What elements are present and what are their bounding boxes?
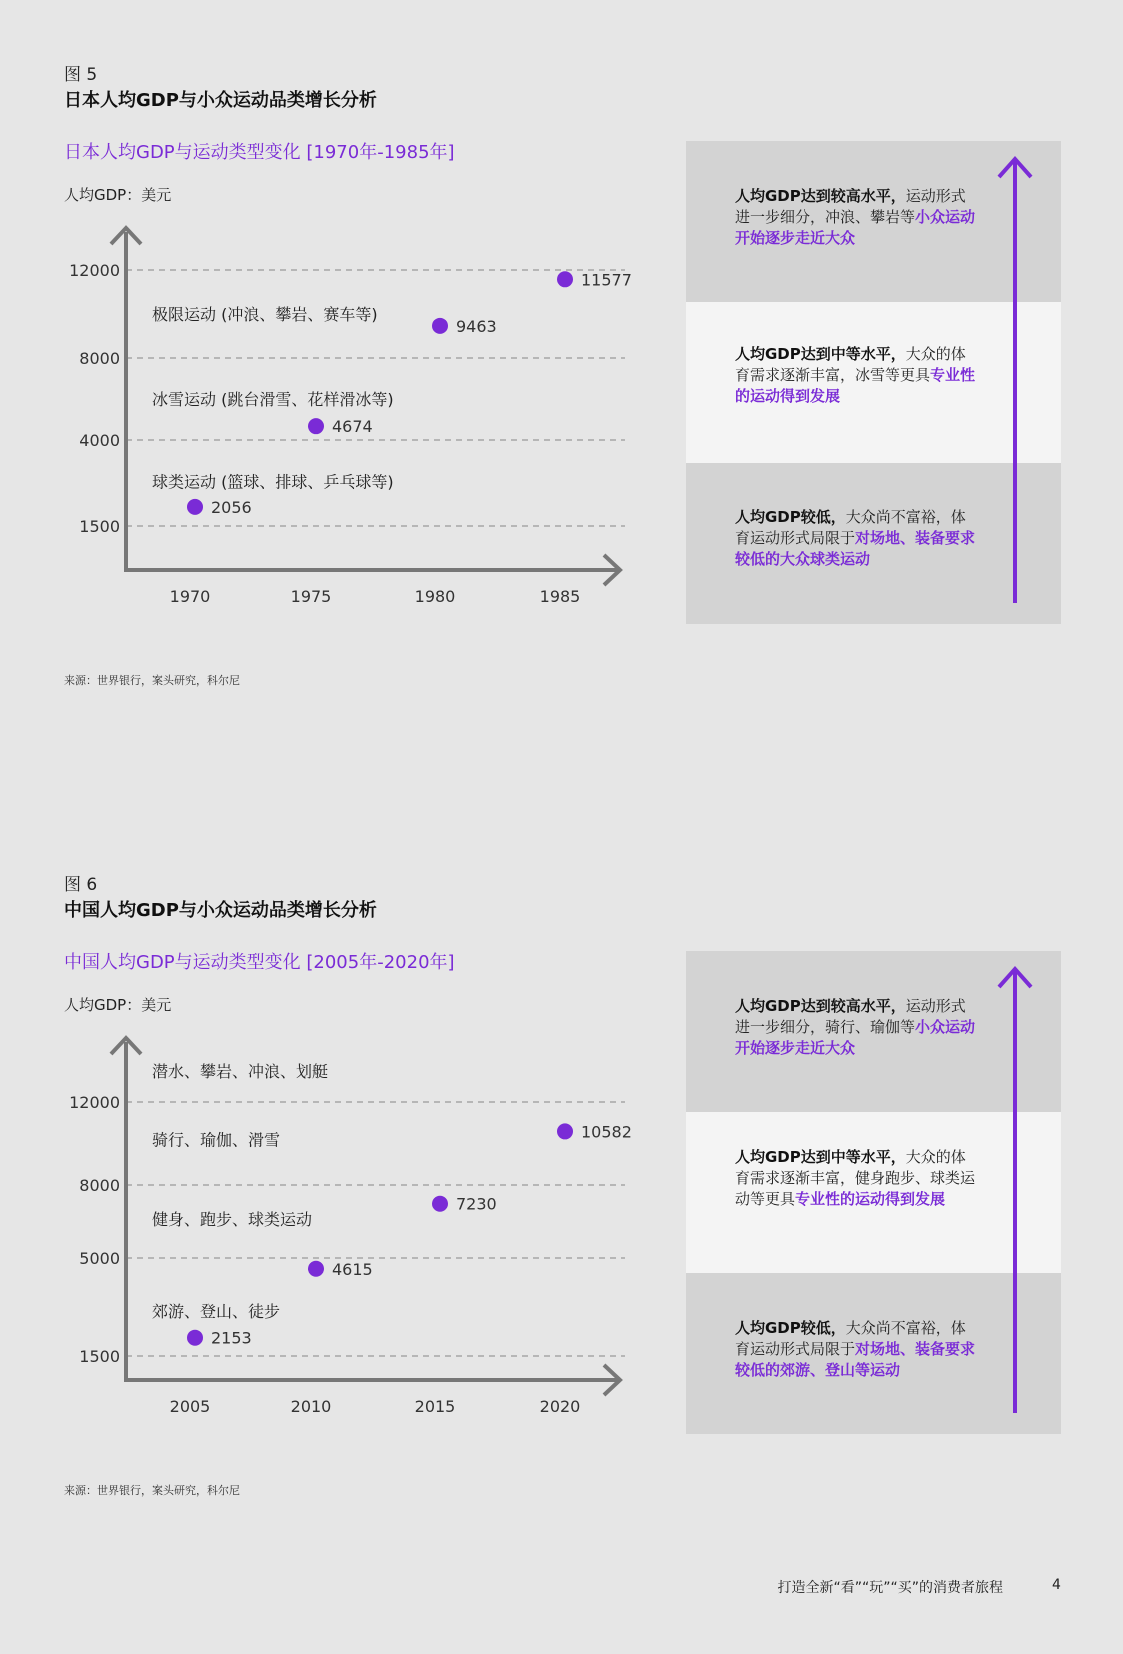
data-label: 7230 (456, 1194, 497, 1214)
stage-highlight: 专业性的运动得到发展 (795, 1190, 946, 1208)
stage-highlight: 小众运动开始逐步走近大众 (735, 208, 976, 247)
data-label: 4674 (332, 417, 373, 437)
y-tick-label: 12000 (69, 261, 120, 280)
category-annotation: 冰雪运动 (跳台滑雪、花样滑冰等) (152, 390, 394, 409)
x-tick-label: 1985 (539, 587, 581, 606)
category-annotation: 极限运动 (冲浪、攀岩、赛车等) (152, 305, 378, 324)
data-point (187, 1330, 203, 1346)
growth-arrow (686, 951, 1061, 1434)
stage-highlight: 对场地、装备要求较低的大众球类运动 (735, 529, 976, 568)
data-label: 4615 (332, 1259, 373, 1279)
data-point (308, 1261, 324, 1277)
data-point (432, 318, 448, 334)
figure-title: 日本人均GDP与小众运动品类增长分析 (64, 90, 377, 111)
scatter-chart (0, 210, 640, 620)
explanation-panel (686, 951, 1061, 1434)
x-tick-label: 1975 (290, 587, 332, 606)
category-annotation: 潜水、攀岩、冲浪、划艇 (152, 1061, 329, 1081)
stage-text: 大众尚不富裕，体育运动形式局限于 (735, 1319, 966, 1358)
stage-highlight: 对场地、装备要求较低的郊游、登山等运动 (735, 1340, 976, 1379)
figure-label: 图 6 (64, 875, 98, 895)
page-number: 4 (1052, 1577, 1061, 1593)
data-label: 2056 (211, 497, 252, 517)
stage-heading: 人均GDP较低， (735, 1319, 846, 1337)
x-tick-label: 2020 (539, 1397, 581, 1416)
data-label: 2153 (211, 1328, 252, 1348)
stage-highlight: 小众运动开始逐步走近大众 (735, 1018, 976, 1057)
stage-highlight: 专业性的运动得到发展 (735, 366, 976, 405)
stage-text: 大众尚不富裕，体育运动形式局限于 (735, 508, 966, 547)
data-point (557, 1123, 573, 1139)
figure-label: 图 5 (64, 65, 98, 85)
data-point (432, 1196, 448, 1212)
stage-text: 运动形式进一步细分，骑行、瑜伽等 (735, 997, 966, 1036)
stage-heading: 人均GDP达到较高水平， (735, 997, 906, 1015)
category-annotation: 郊游、登山、徒步 (152, 1302, 281, 1322)
stage-heading: 人均GDP达到中等水平， (735, 345, 906, 363)
data-label: 9463 (456, 316, 497, 336)
data-point (557, 271, 573, 287)
x-tick-label: 2010 (290, 1397, 332, 1416)
y-tick-label: 8000 (79, 349, 120, 368)
chart-title: 日本人均GDP与运动类型变化 [1970年-1985年] (64, 142, 455, 163)
category-annotation: 球类运动 (篮球、排球、乒乓球等) (152, 472, 394, 492)
category-annotation: 健身、跑步、球类运动 (152, 1210, 313, 1230)
stage-heading: 人均GDP达到较高水平， (735, 187, 906, 205)
y-tick-label: 5000 (79, 1249, 120, 1268)
stage-heading: 人均GDP达到中等水平， (735, 1148, 906, 1166)
data-point (308, 418, 324, 434)
figure-title: 中国人均GDP与小众运动品类增长分析 (64, 900, 377, 921)
chart-title: 中国人均GDP与运动类型变化 [2005年-2020年] (64, 952, 455, 973)
y-axis-label: 人均GDP：美元 (64, 186, 172, 204)
x-tick-label: 2015 (414, 1397, 456, 1416)
x-tick-label: 1970 (169, 587, 211, 606)
footer-title: 打造全新“看”“玩”“买”的消费者旅程 (777, 1580, 1003, 1596)
y-tick-label: 4000 (79, 431, 120, 450)
data-label: 11577 (581, 270, 632, 290)
scatter-chart (0, 1020, 640, 1430)
stage-heading: 人均GDP较低， (735, 508, 846, 526)
y-tick-label: 8000 (79, 1176, 120, 1195)
category-annotation: 骑行、瑜伽、滑雪 (152, 1130, 281, 1150)
x-tick-label: 2005 (169, 1397, 211, 1416)
data-label: 10582 (581, 1122, 632, 1142)
source-note: 来源：世界银行，案头研究，科尔尼 (64, 674, 240, 687)
source-note: 来源：世界银行，案头研究，科尔尼 (64, 1484, 240, 1497)
stage-text: 运动形式进一步细分，冲浪、攀岩等 (735, 187, 966, 226)
y-tick-label: 1500 (79, 517, 120, 536)
explanation-panel (686, 141, 1061, 624)
stage-text: 大众的体育需求逐渐丰富，冰雪等更具 (735, 345, 966, 384)
stage-text: 大众的体育需求逐渐丰富，健身跑步、球类运动等更具 (735, 1148, 976, 1208)
growth-arrow (686, 141, 1061, 624)
data-point (187, 499, 203, 515)
y-tick-label: 12000 (69, 1093, 120, 1112)
y-axis-label: 人均GDP：美元 (64, 996, 172, 1014)
x-tick-label: 1980 (414, 587, 456, 606)
y-tick-label: 1500 (79, 1347, 120, 1366)
